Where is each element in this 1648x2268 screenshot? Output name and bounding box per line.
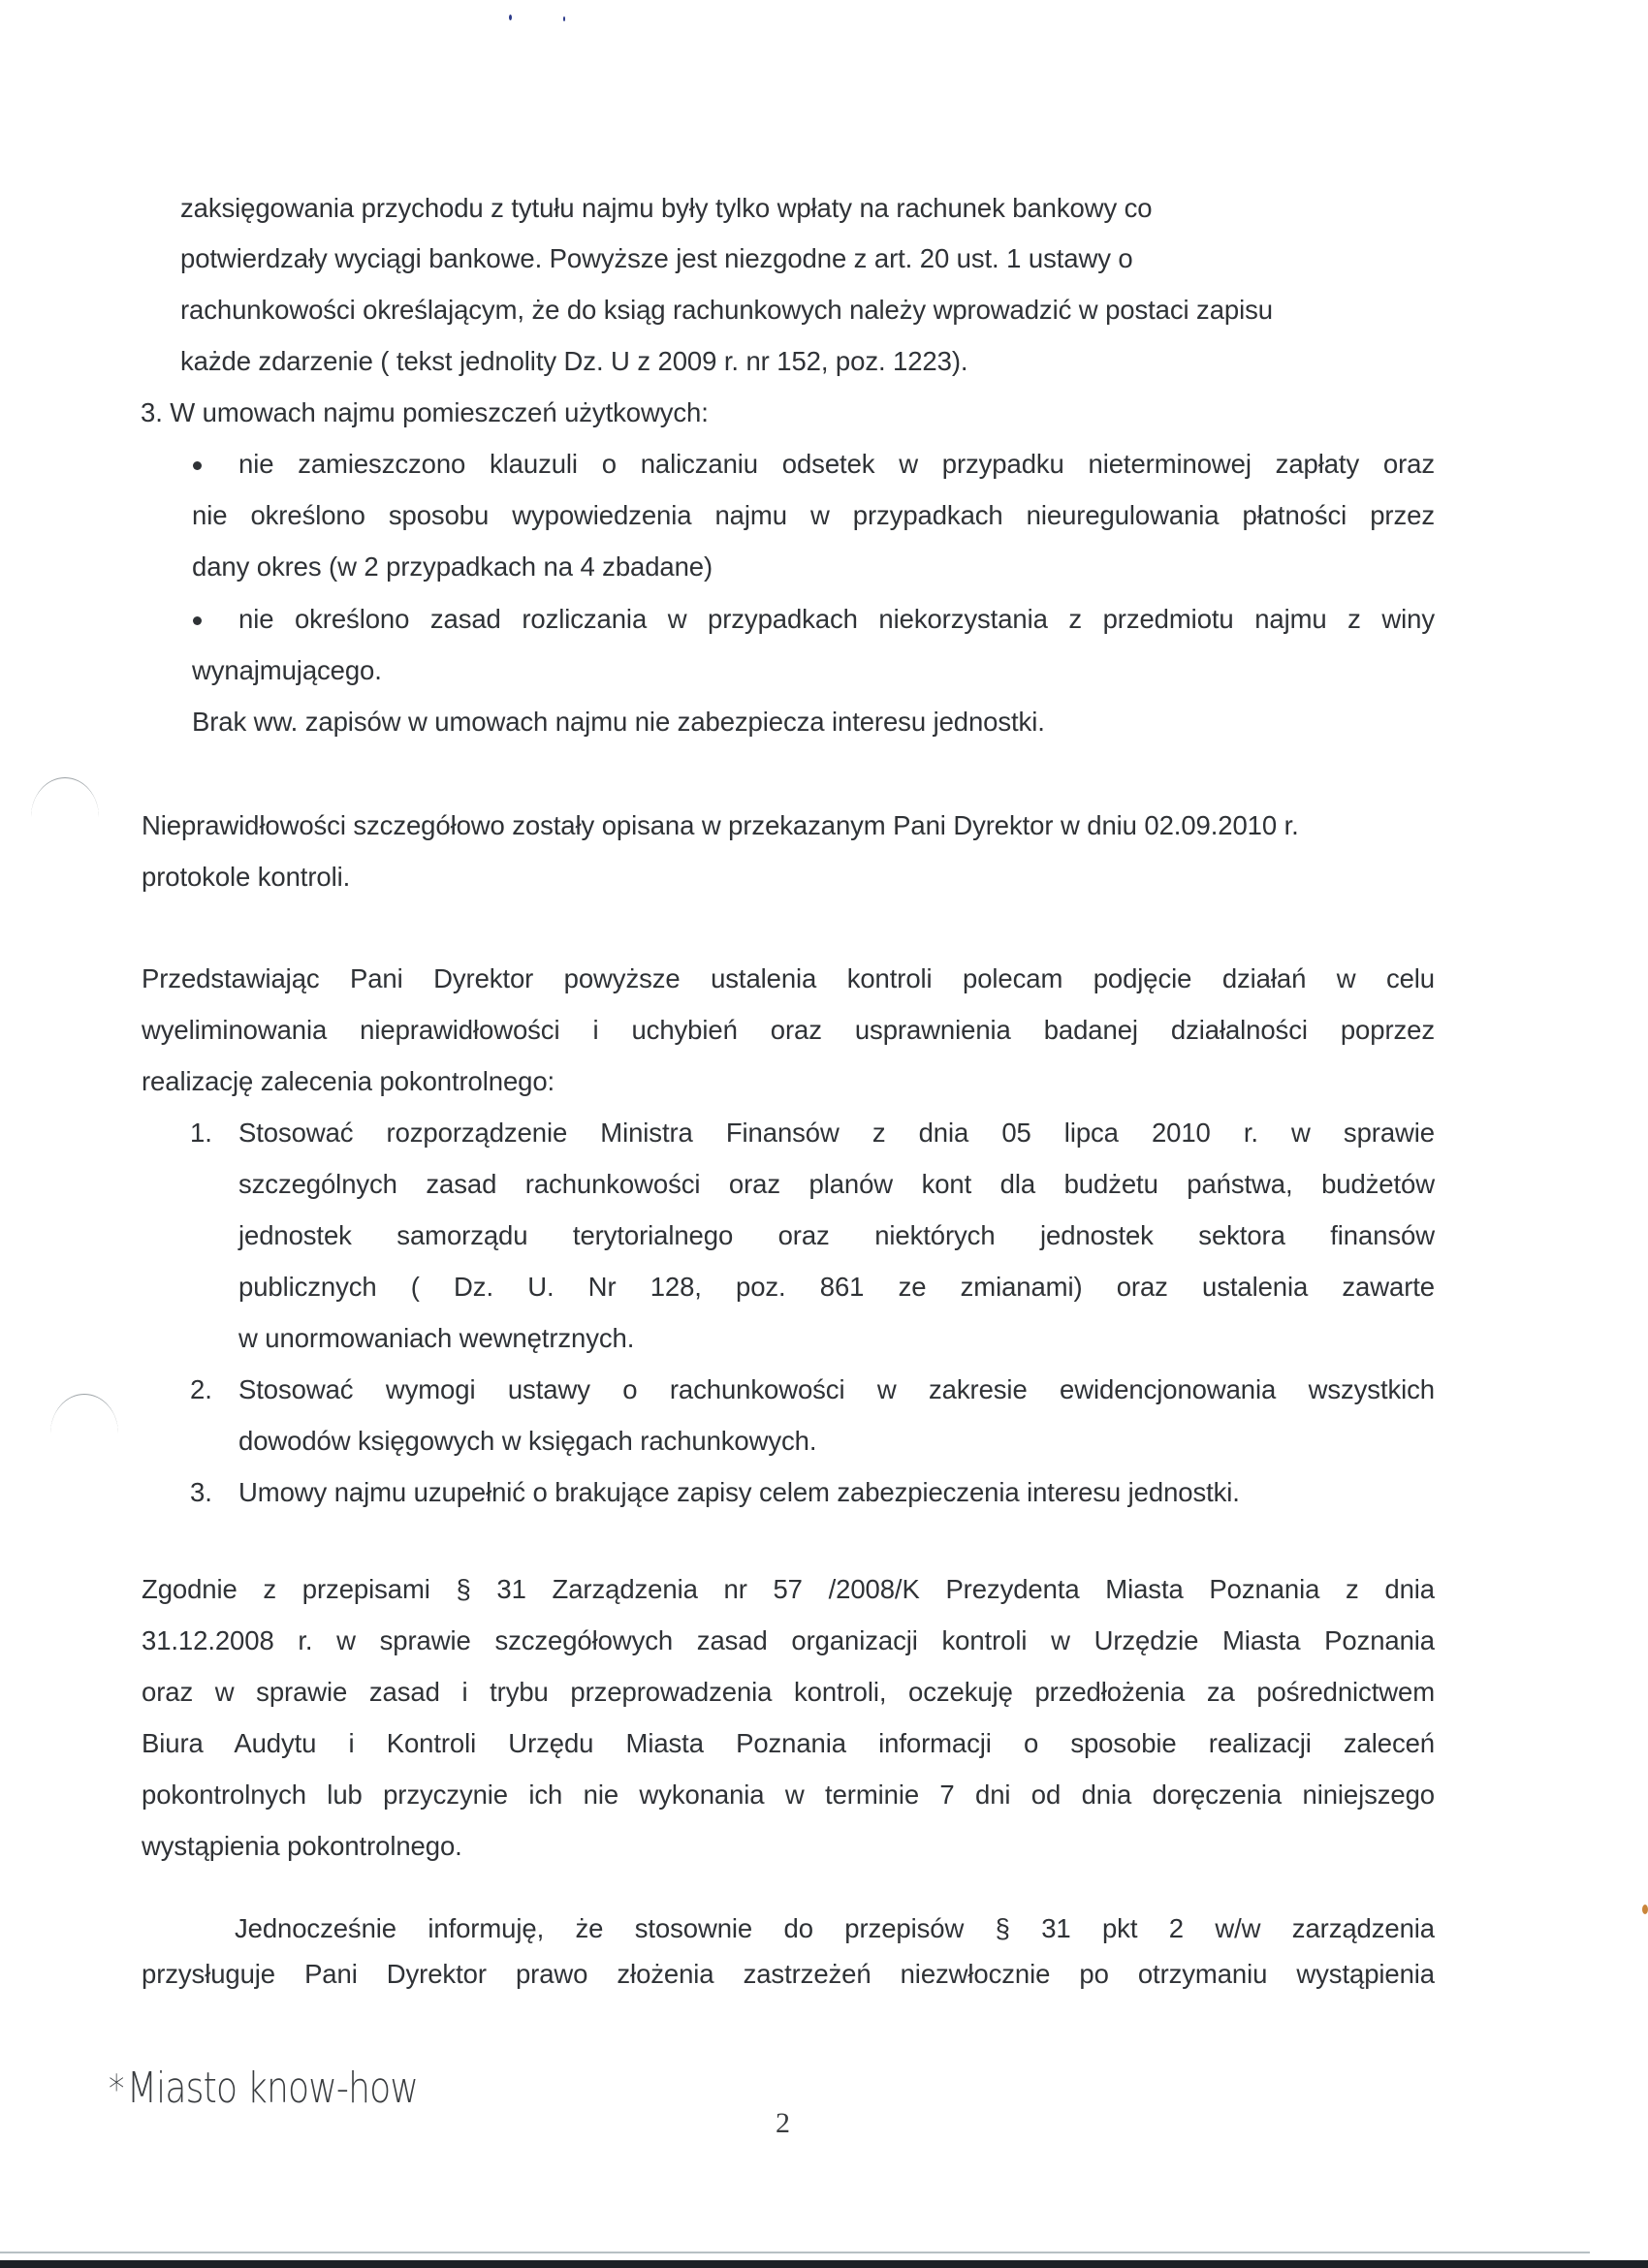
- text-line: Umowy najmu uzupełnić o brakujące zapisy celem zabezpieczenia interesu jednostki.: [238, 1477, 1240, 1507]
- text-line: rachunkowości określającym, że do ksiąg rachunkowych należy wprowadzić w postaci zapisu: [180, 295, 1273, 325]
- text-line: Jednocześnie informuję, że stosownie do przepisów § 31 pkt 2 w/w zarządzenia: [235, 1913, 1435, 1943]
- list-number: 3.: [190, 1477, 212, 1507]
- punch-hole-mark: [31, 777, 99, 817]
- bullet-icon: [193, 616, 202, 625]
- text-line: nie określono zasad rozliczania w przypadkach niekorzystania z przedmiotu najmu z winy: [238, 604, 1435, 634]
- text-line: realizację zalecenia pokontrolnego:: [142, 1066, 555, 1096]
- text-line: Przedstawiając Pani Dyrektor powyższe ustalenia kontroli polecam podjęcie działań w celu: [142, 963, 1435, 993]
- text-line: dany okres (w 2 przypadkach na 4 zbadane): [192, 551, 713, 582]
- scan-speck: [509, 15, 512, 20]
- text-line: 31.12.2008 r. w sprawie szczegółowych zasad organizacji kontroli w Urzędzie Miasta Poznania: [142, 1625, 1435, 1655]
- brand-text: Miasto know-how: [126, 2063, 419, 2113]
- text-line: Stosować wymogi ustawy o rachunkowości w zakresie ewidencjonowania wszystkich: [238, 1374, 1435, 1404]
- text-line: nie zamieszczono klauzuli o naliczaniu odsetek w przypadku nieterminowej zapłaty oraz: [238, 449, 1435, 479]
- scan-speck: [1642, 1905, 1648, 1914]
- text-line: każde zdarzenie ( tekst jednolity Dz. U z 2009 r. nr 152, poz. 1223).: [180, 346, 968, 376]
- text-line: Zgodnie z przepisami § 31 Zarządzenia nr 57 /2008/K Prezydenta Miasta Poznania z dnia: [142, 1574, 1435, 1604]
- asterisk-icon: *: [109, 2067, 124, 2112]
- text-line: zaksięgowania przychodu z tytułu najmu były tylko wpłaty na rachunek bankowy co: [180, 193, 1153, 223]
- text-line: publicznych ( Dz. U. Nr 128, poz. 861 ze zmianami) oraz ustalenia zawarte: [238, 1272, 1435, 1302]
- text-line: potwierdzały wyciągi bankowe. Powyższe jest niezgodne z art. 20 ust. 1 ustawy o: [180, 243, 1133, 273]
- scan-speck: [563, 16, 565, 21]
- text-line: szczególnych zasad rachunkowości oraz planów kont dla budżetu państwa, budżetów: [238, 1169, 1435, 1199]
- point-3-closing: Brak ww. zapisów w umowach najmu nie zabezpiecza interesu jednostki.: [192, 707, 1045, 737]
- list-number: 2.: [190, 1374, 212, 1404]
- text-line: jednostek samorządu terytorialnego oraz niektórych jednostek sektora finansów: [238, 1220, 1435, 1250]
- bullet-icon: [193, 461, 202, 470]
- text-line: wyeliminowania nieprawidłowości i uchybień oraz usprawnienia badanej działalności poprzez: [142, 1015, 1435, 1045]
- page-number: 2: [776, 2107, 790, 2139]
- text-line: Nieprawidłowości szczegółowo zostały opisana w przekazanym Pani Dyrektor w dniu 02.09.2010 r.: [142, 810, 1299, 840]
- text-line: Stosować rozporządzenie Ministra Finansów z dnia 05 lipca 2010 r. w sprawie: [238, 1118, 1435, 1148]
- text-line: dowodów księgowych w księgach rachunkowych.: [238, 1426, 817, 1456]
- scan-bottom-border: [0, 2260, 1648, 2268]
- scan-edge-line: [0, 2252, 1590, 2253]
- text-line: przysługuje Pani Dyrektor prawo złożenia zastrzeżeń niezwłocznie po otrzymaniu wystąpienia: [142, 1959, 1435, 1989]
- text-line: wynajmującego.: [192, 655, 382, 685]
- text-line: protokole kontroli.: [142, 862, 351, 892]
- text-line: oraz w sprawie zasad i trybu przeprowadzenia kontroli, oczekuję przedłożenia za pośrednictwem: [142, 1677, 1435, 1707]
- text-line: wystąpienia pokontrolnego.: [142, 1831, 462, 1861]
- text-line: nie określono sposobu wypowiedzenia najmu w przypadkach nieuregulowania płatności przez: [192, 500, 1435, 530]
- text-line: w unormowaniach wewnętrznych.: [238, 1323, 635, 1353]
- brand-logo: [109, 2064, 418, 2114]
- punch-hole-mark: [50, 1394, 118, 1433]
- text-line: Biura Audytu i Kontroli Urzędu Miasta Poznania informacji o sposobie realizacji zaleceń: [142, 1728, 1435, 1758]
- text-line: pokontrolnych lub przyczynie ich nie wykonania w terminie 7 dni od dnia doręczenia niniejszego: [142, 1780, 1435, 1810]
- point-3-heading: 3. W umowach najmu pomieszczeń użytkowych:: [141, 397, 709, 427]
- list-number: 1.: [190, 1118, 212, 1148]
